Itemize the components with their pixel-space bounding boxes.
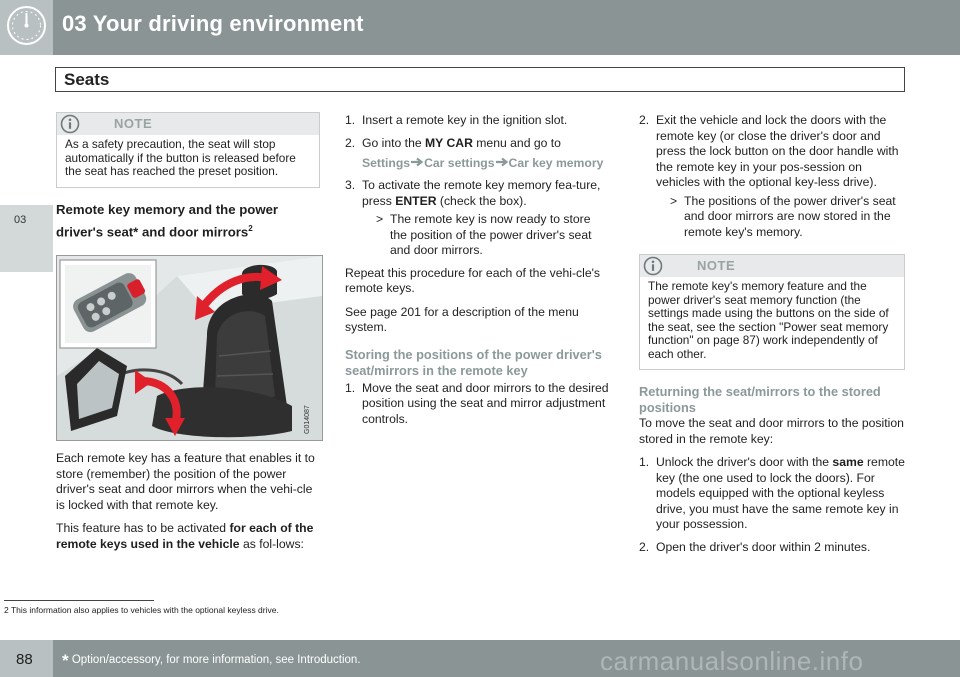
footer-text: Option/accessory, for more information, see Introduction.	[71, 654, 361, 666]
car-interior-image	[57, 256, 322, 440]
option-star: *	[62, 651, 69, 670]
menu-path	[362, 155, 610, 171]
section-heading	[56, 200, 320, 241]
note-label: NOTE	[114, 116, 153, 131]
store-step-2	[639, 113, 905, 240]
step-number: 2.	[639, 113, 650, 127]
footnote-divider	[4, 600, 154, 601]
step-text-pre: To activate the remote key memory fea-ture, press	[362, 178, 601, 208]
chapter-title: 03 Your driving environment	[62, 11, 364, 36]
enter-key-label: ENTER	[395, 193, 437, 208]
watermark: carmanualsonline.info	[600, 646, 864, 676]
section-bar	[55, 67, 905, 92]
result-marker: >	[376, 212, 384, 226]
menu-name: MY CAR	[425, 135, 473, 150]
store-step-1	[345, 381, 610, 428]
menu-path-item: Car settings	[424, 156, 495, 170]
step-text-bold: same	[832, 455, 864, 469]
paragraph-activation	[56, 521, 320, 552]
paragraph-see-page: See page 201 for a description of the menu system.	[345, 304, 579, 334]
footnote-text: This information also applies to vehicles with the optional keyless drive.	[10, 605, 279, 615]
return-step-1	[639, 455, 905, 533]
info-icon	[60, 114, 80, 134]
note-text: As a safety precaution, the seat will stop automatically if the button is released before the seat has reached the preset position.	[65, 137, 296, 178]
step-3	[345, 178, 610, 259]
note-header	[57, 113, 319, 135]
result-text: The positions of the power driver's seat and door mirrors are now stored in the remote key's memory.	[684, 193, 896, 239]
step-text-pre: Unlock the driver's door with the	[656, 455, 833, 469]
note-label: NOTE	[697, 258, 736, 273]
arrow-right-icon	[410, 157, 424, 167]
subheading-storing: Storing the positions of the power driver's seat/mirrors in the remote key	[345, 346, 602, 378]
side-tab-spacer	[0, 55, 53, 205]
step-number: 2.	[639, 539, 650, 554]
result-text: The remote key is now ready to store the position of the power driver's seat and door mirrors.	[390, 212, 592, 257]
step-1	[345, 113, 610, 129]
step-text-post: menu and go to	[472, 135, 561, 150]
footer-note	[62, 651, 361, 671]
middle-column	[345, 113, 610, 434]
step-number: 3.	[345, 178, 356, 192]
return-step-2	[639, 540, 905, 556]
seat-mirror-illustration	[56, 255, 323, 441]
page-number: 88	[16, 651, 33, 668]
paragraph-intro: To move the seat and door mirrors to the position stored in the remote key:	[639, 416, 904, 446]
step-text-pre: Go into the	[362, 135, 426, 150]
speedometer-icon	[6, 5, 47, 46]
note-text: The remote key's memory feature and the power driver's seat memory function (the settings made using the buttons on the side of the seat, see the section "Power seat memory function" on page 87) work independently of each other.	[648, 279, 889, 361]
menu-path-item: Car key memory	[508, 156, 604, 170]
subheading-returning: Returning the seat/mirrors to the stored positions	[639, 384, 881, 415]
image-code: G014087	[304, 405, 311, 434]
left-column	[56, 112, 320, 241]
note-header	[640, 255, 904, 277]
activation-text-pre: This feature has to be activated	[56, 521, 230, 535]
activation-text-post: as fol-lows:	[239, 536, 304, 551]
note-box	[56, 112, 320, 188]
section-title: Seats	[64, 70, 110, 89]
step-number: 1.	[345, 380, 356, 395]
step-text-post: remote key (the one used to lock the doors). For models equipped with the optional keyless drive, you must have the same remote key in your possession.	[656, 455, 905, 531]
activation-text-bold: for each of the remote keys used in the vehicle	[56, 521, 314, 551]
footnote	[4, 605, 279, 615]
note-box	[639, 254, 905, 370]
menu-path-item: Settings	[362, 156, 411, 170]
step-text-post: (check the box).	[436, 193, 527, 208]
left-column-body	[56, 451, 320, 560]
step-text: Move the seat and door mirrors to the desired position using the seat and mirror adjustment controls.	[362, 380, 609, 426]
footnote-number: 2	[4, 605, 9, 615]
step-text: Insert a remote key in the ignition slot.	[362, 113, 568, 127]
result-marker: >	[670, 193, 678, 208]
paragraph-repeat: Repeat this procedure for each of the vehi-cle's remote keys.	[345, 265, 601, 295]
info-icon	[643, 256, 663, 276]
step-result	[362, 212, 610, 259]
right-column	[639, 113, 905, 562]
chapter-icon-box	[0, 0, 53, 55]
step-number: 2.	[345, 135, 356, 150]
step-text: Open the driver's door within 2 minutes.	[656, 539, 871, 554]
arrow-right-icon	[495, 157, 509, 167]
side-tab-number: 03	[14, 214, 27, 226]
footnote-ref: 2	[248, 223, 253, 233]
step-text: Exit the vehicle and lock the doors with the remote key (or close the driver's door and press the lock button on the door handle with the remote key in your pos-session on vehicles with the optional key-less drive).	[656, 113, 899, 189]
step-number: 1.	[345, 113, 356, 127]
step-number: 1.	[639, 455, 650, 469]
heading-text: Remote key memory and the power driver's seat* and door mirrors	[56, 201, 279, 239]
paragraph-feature: Each remote key has a feature that enables it to store (remember) the position of the power driver's seat and door mirrors when the vehi-cle is locked with that remote key.	[56, 451, 315, 512]
step-result	[656, 194, 905, 241]
step-2	[345, 136, 610, 172]
